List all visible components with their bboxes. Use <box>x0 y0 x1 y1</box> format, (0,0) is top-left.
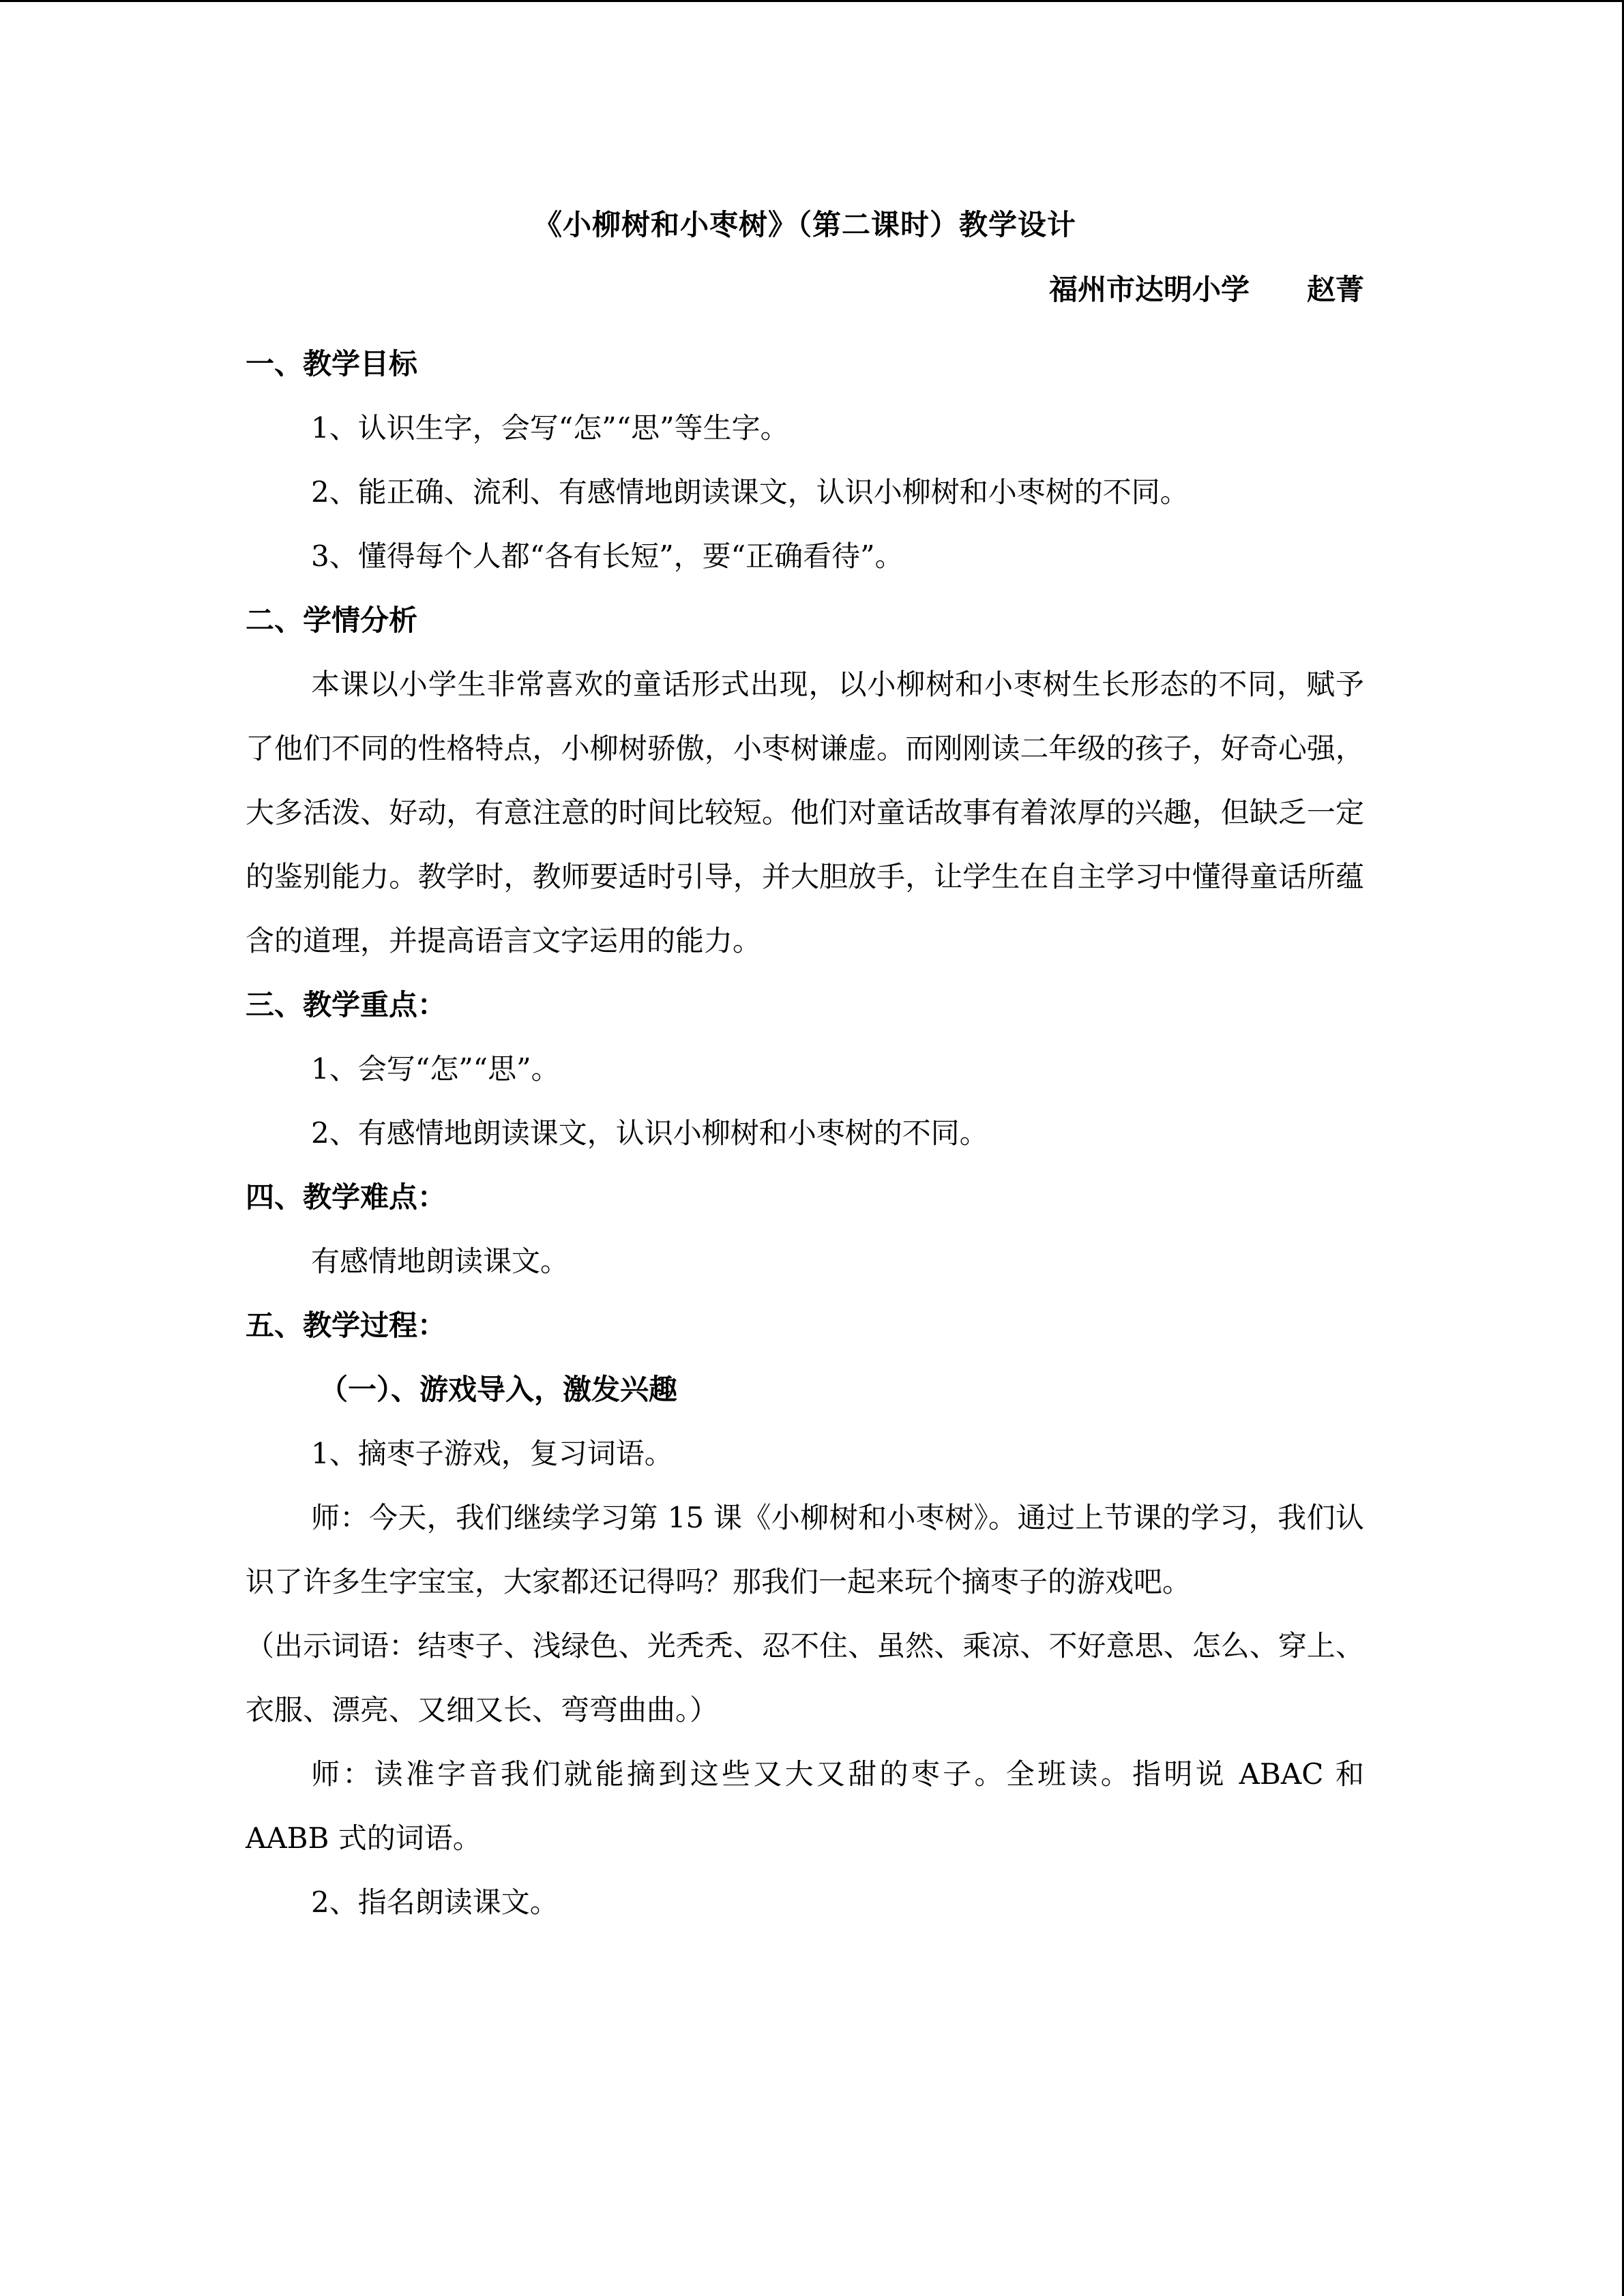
goal-item: 1、认识生字，会写“怎”“思”等生字。 <box>311 411 789 445</box>
key-point-item: 1、会写“怎”“思”。 <box>311 1052 560 1086</box>
teacher-speech: 师：今天，我们继续学习第 15 课《小柳树和小枣树》。通过上节课的学习，我们认识了许多生字宝宝，大家都还记得吗？那我们一起来玩个摘枣子的游戏吧。 <box>246 1501 1364 1598</box>
teacher-speech: 师：读准字音我们就能摘到这些又大又甜的枣子。全班读。指明说 ABAC 和 AABB 式的词语。 <box>246 1757 1364 1855</box>
difficulty-text: 有感情地朗读课文。 <box>311 1244 570 1278</box>
document-body <box>246 205 1364 1935</box>
section-heading-goals: 一、教学目标 <box>246 347 418 381</box>
word-list: （出示词语：结枣子、浅绿色、光秃秃、忍不住、虽然、乘凉、不好意思、怎么、穿上、衣服、漂亮、又细又长、弯弯曲曲。） <box>246 1629 1364 1727</box>
goal-item: 3、懂得每个人都“各有长短”，要“正确看待”。 <box>311 539 904 573</box>
document-author: 福州市达明小学 赵菁 <box>1048 273 1364 306</box>
key-point-item: 2、有感情地朗读课文，认识小柳树和小枣树的不同。 <box>311 1116 988 1150</box>
analysis-paragraph: 本课以小学生非常喜欢的童话形式出现，以小柳树和小枣树生长形态的不同，赋予了他们不同的性格特点，小柳树骄傲，小枣树谦虚。而刚刚读二年级的孩子，好奇心强，大多活泼、好动，有意注意的时间比较短。他们对童话故事有着浓厚的兴趣，但缺乏一定的鉴别能力。教学时，教师要适时引导，并大胆放手，让学生在自主学习中懂得童话所蕴含的道理，并提高语言文字运用的能力。 <box>246 668 1364 957</box>
section-heading-key-points: 三、教学重点： <box>246 988 447 1022</box>
section-heading-difficulties: 四、教学难点： <box>246 1180 447 1214</box>
section-heading-process: 五、教学过程： <box>246 1309 447 1342</box>
process-subheading: （一）、游戏导入，激发兴趣 <box>319 1373 678 1406</box>
goal-item: 2、能正确、流利、有感情地朗读课文，认识小柳树和小枣树的不同。 <box>311 475 1189 509</box>
section-heading-analysis: 二、学情分析 <box>246 603 418 637</box>
process-step: 1、摘枣子游戏，复习词语。 <box>311 1437 673 1470</box>
process-step: 2、指名朗读课文。 <box>311 1885 559 1919</box>
document-title: 《小柳树和小枣树》（第二课时）教学设计 <box>533 208 1076 241</box>
